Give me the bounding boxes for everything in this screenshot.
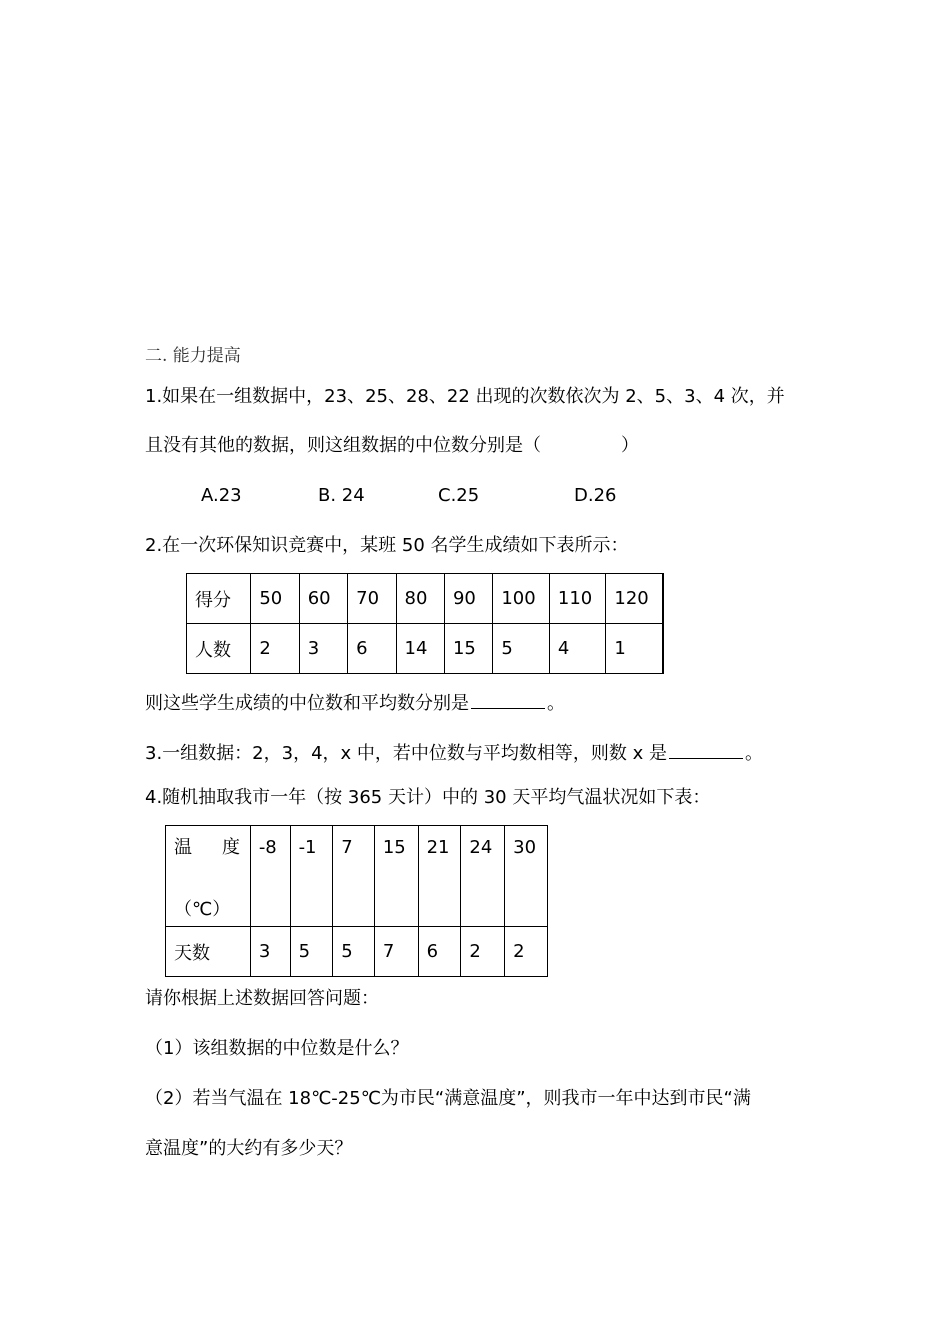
temp-cell: -1 — [290, 826, 333, 927]
option-c: C.25 — [438, 485, 480, 506]
days-cell: 3 — [250, 927, 290, 977]
score-header-label: 得分 — [187, 574, 251, 624]
score-cell: 70 — [348, 574, 396, 624]
q2-answer-end: 。 — [547, 693, 565, 714]
score-cell: 80 — [396, 574, 444, 624]
score-cell: 50 — [251, 574, 299, 624]
temp-cell: 7 — [333, 826, 375, 927]
days-cell: 6 — [418, 927, 461, 977]
q1-line2 — [145, 434, 639, 458]
q3-text-end: 。 — [745, 743, 763, 764]
count-cell: 1 — [606, 624, 663, 674]
count-cell: 4 — [549, 624, 606, 674]
q4-sub1: （1）该组数据的中位数是什么？ — [145, 1038, 409, 1059]
q3-line — [145, 736, 763, 766]
temperature-table — [165, 825, 548, 977]
option-d: D.26 — [574, 485, 617, 506]
q4-sub2-line2: 意温度”的大约有多少天？ — [145, 1138, 353, 1159]
temp-cell: 24 — [461, 826, 505, 927]
q2-answer-start: 则这些学生成绩的中位数和平均数分别是 — [145, 693, 469, 714]
q2-answer-blank — [471, 686, 545, 709]
q4-sub2-line1: （2）若当气温在 18℃-25℃为市民“满意温度”，则我市一年中达到市民“满 — [145, 1088, 751, 1109]
score-cell: 120 — [606, 574, 663, 624]
score-cell: 60 — [299, 574, 347, 624]
temperature-row — [166, 826, 548, 927]
score-row — [187, 574, 664, 624]
q4-instruction: 请你根据上述数据回答问题： — [145, 988, 379, 1009]
temp-cell: 15 — [374, 826, 418, 927]
q1-line2-end: ） — [621, 435, 639, 456]
temp-cell: 30 — [505, 826, 548, 927]
days-header: 天数 — [166, 927, 251, 977]
q1-options — [0, 484, 950, 508]
temp-cell: -8 — [250, 826, 290, 927]
days-cell: 2 — [505, 927, 548, 977]
option-b: B. 24 — [318, 485, 365, 506]
score-cell: 90 — [444, 574, 492, 624]
q3-text-start: 3.一组数据：2，3，4，x 中，若中位数与平均数相等，则数 x 是 — [145, 743, 667, 764]
score-cell: 100 — [493, 574, 550, 624]
temp-cell: 21 — [418, 826, 461, 927]
temp-label-a: 温 — [174, 837, 192, 858]
count-cell: 3 — [299, 624, 347, 674]
count-cell: 6 — [348, 624, 396, 674]
count-cell: 14 — [396, 624, 444, 674]
score-table — [186, 573, 664, 674]
q1-line2-start: 且没有其他的数据，则这组数据的中位数分别是（ — [145, 435, 541, 456]
option-a: A.23 — [201, 485, 242, 506]
section-title: 二. 能力提高 — [145, 346, 241, 366]
days-cell: 7 — [374, 927, 418, 977]
score-cell: 110 — [549, 574, 606, 624]
temp-unit: （℃） — [174, 899, 231, 920]
count-cell: 5 — [493, 624, 550, 674]
count-header-label: 人数 — [187, 624, 251, 674]
q2-answer-line — [145, 686, 565, 716]
q2-prompt: 2.在一次环保知识竞赛中，某班 50 名学生成绩如下表所示： — [145, 535, 629, 556]
temperature-header — [166, 826, 251, 927]
temp-label-b: 度 — [222, 837, 240, 858]
count-row — [187, 624, 664, 674]
q3-answer-blank — [669, 736, 743, 759]
days-cell: 5 — [333, 927, 375, 977]
days-row — [166, 927, 548, 977]
q1-line1: 1.如果在一组数据中，23、25、28、22 出现的次数依次为 2、5、3、4 次，并 — [145, 386, 785, 407]
count-cell: 15 — [444, 624, 492, 674]
days-cell: 2 — [461, 927, 505, 977]
days-cell: 5 — [290, 927, 333, 977]
count-cell: 2 — [251, 624, 299, 674]
q4-prompt: 4.随机抽取我市一年（按 365 天计）中的 30 天平均气温状况如下表： — [145, 787, 711, 808]
